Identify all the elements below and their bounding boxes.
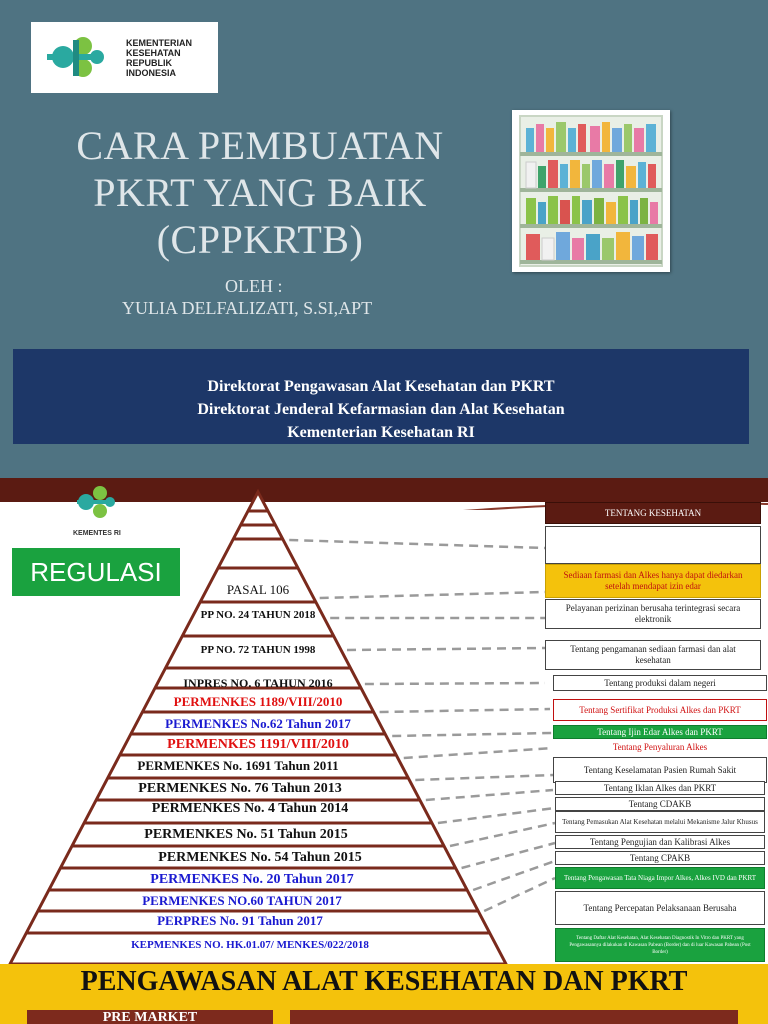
connector-line — [426, 790, 553, 800]
pyramid-level-label: PERPRES No. 91 Tahun 2017 — [157, 912, 323, 928]
regulation-description-box: Sediaan farmasi dan Alkes hanya dapat diedarkan setelah mendapat izin edar — [545, 564, 761, 598]
connector-line — [473, 861, 555, 890]
connector-line — [289, 540, 545, 548]
kemenkes-logo — [31, 22, 218, 93]
connector-line — [380, 709, 550, 712]
regulation-description-box: Tentang Keselamatan Pasien Rumah Sakit — [553, 757, 767, 783]
title-line: (CPPKRTB) — [156, 217, 364, 262]
regulation-description-box: Tentang Pengawasan Tata Niaga Impor Alkes, Alkes IVD dan PKRT — [555, 867, 765, 889]
product-shelf-image — [512, 110, 670, 272]
regulasi-heading: REGULASI — [12, 548, 180, 596]
pyramid-level-label: PERMENKES 1191/VIII/2010 — [167, 737, 349, 752]
pyramid-level-label: PERMENKES No. 54 Tahun 2015 — [158, 850, 362, 865]
regulation-description-box: Tentang Daftar Alat Kesehatan, Alat Kesehatan Diagnostik In Vitro dan PKRT yang Pengawasannya dilakukan di Kawasan Pabean (Border) dan di luar Kawasan Pabean (Post Border) — [555, 928, 765, 962]
post-market-box — [290, 1010, 738, 1024]
pyramid-level-label: PERMENKES No. 20 Tahun 2017 — [150, 872, 354, 887]
regulation-description-box: Tentang Ijin Edar Alkes dan PKRT — [553, 725, 767, 739]
directorate-banner — [13, 349, 749, 444]
pyramid-level-label: PERMENKES NO.60 TAHUN 2017 — [142, 892, 342, 908]
connector-line — [404, 748, 553, 758]
oversight-title: PENGAWASAN ALAT KESEHATAN DAN PKRT — [80, 966, 688, 997]
connector-line — [450, 823, 555, 846]
connector-line — [438, 808, 555, 823]
title-line: CARA PEMBUATAN — [76, 123, 444, 168]
pyramid-level-label: PASAL 106 — [226, 581, 290, 597]
directorate-line: Kementerian Kesehatan RI — [287, 424, 475, 441]
regulation-description-box — [545, 526, 761, 564]
pyramid-level-label: PERMENKES No.62 Tahun 2017 — [165, 715, 351, 731]
pyramid-level-label: PP NO. 24 TAHUN 2018 — [200, 608, 316, 621]
pyramid-level-label: PERMENKES No. 4 Tahun 2014 — [151, 801, 349, 816]
connector-line — [320, 592, 545, 598]
regulation-description-box: Pelayanan perizinan berusaha terintegrasi secara elektronik — [545, 599, 761, 629]
connector-line — [347, 648, 545, 650]
regulation-slide — [0, 478, 768, 964]
regulation-description-box: Tentang Percepatan Pelaksanaan Berusaha — [555, 891, 765, 925]
connector-line — [415, 775, 553, 780]
directorate-line: Direktorat Pengawasan Alat Kesehatan dan PKRT — [207, 378, 555, 395]
pyramid-level-label: PP NO. 72 TAHUN 1998 — [200, 643, 316, 656]
regulation-description-box: Tentang Penyaluran Alkes — [553, 741, 767, 755]
pyramid-level-label: PERMENKES No. 76 Tahun 2013 — [138, 781, 342, 796]
regulation-description-box: Tentang CPAKB — [555, 851, 765, 865]
regulation-description-box: Tentang produksi dalam negeri — [553, 675, 767, 691]
regulation-description-box: TENTANG KESEHATAN — [545, 502, 761, 524]
regulation-description-box: Tentang CDAKB — [555, 797, 765, 811]
pyramid-level-label: PERMENKES 1189/VIII/2010 — [173, 693, 343, 709]
pyramid-level-label: PERMENKES No. 1691 Tahun 2011 — [137, 757, 339, 773]
shelf-illustration-icon — [512, 110, 670, 272]
kemenkes-emblem-icon — [43, 32, 111, 82]
regulation-description-box: Tentang Pemasukan Alat Kesehatan melalui Mekanisme Jalur Khusus — [555, 811, 765, 833]
connector-line — [365, 683, 545, 684]
pyramid-level-label: INPRES NO. 6 TAHUN 2016 — [183, 676, 333, 690]
logo-wordmark: KEMENTERIAN KESEHATAN REPUBLIK INDONESIA — [126, 38, 193, 78]
connector-line — [392, 733, 552, 736]
pyramid-level-label: PERMENKES No. 51 Tahun 2015 — [144, 827, 348, 842]
presentation-title — [40, 122, 480, 263]
author-name: YULIA DELFALIZATI, S.SI,APT — [122, 298, 373, 318]
pyramid-level-label: KEPMENKES NO. HK.01.07/ MENKES/022/2018 — [131, 938, 369, 951]
regulation-description-box: Tentang Sertifikat Produksi Alkes dan PKRT — [553, 699, 767, 721]
title-slide — [0, 0, 768, 478]
oversight-slide — [0, 964, 768, 1024]
regulation-description-box: Tentang Iklan Alkes dan PKRT — [555, 781, 765, 795]
connector-line — [462, 843, 555, 868]
regulation-description-box: Tentang pengamanan sediaan farmasi dan alat kesehatan — [545, 640, 761, 670]
title-line: PKRT YANG BAIK — [93, 170, 427, 215]
logo-caption: KEMENTES RI — [73, 530, 121, 537]
regulation-description-box: Tentang Pengujian dan Kalibrasi Alkes — [555, 835, 765, 849]
directorate-line: Direktorat Jenderal Kefarmasian dan Alat Kesehatan — [197, 401, 565, 418]
pre-market-label: PRE MARKET — [102, 1010, 198, 1024]
oleh-label: OLEH : — [225, 276, 283, 296]
